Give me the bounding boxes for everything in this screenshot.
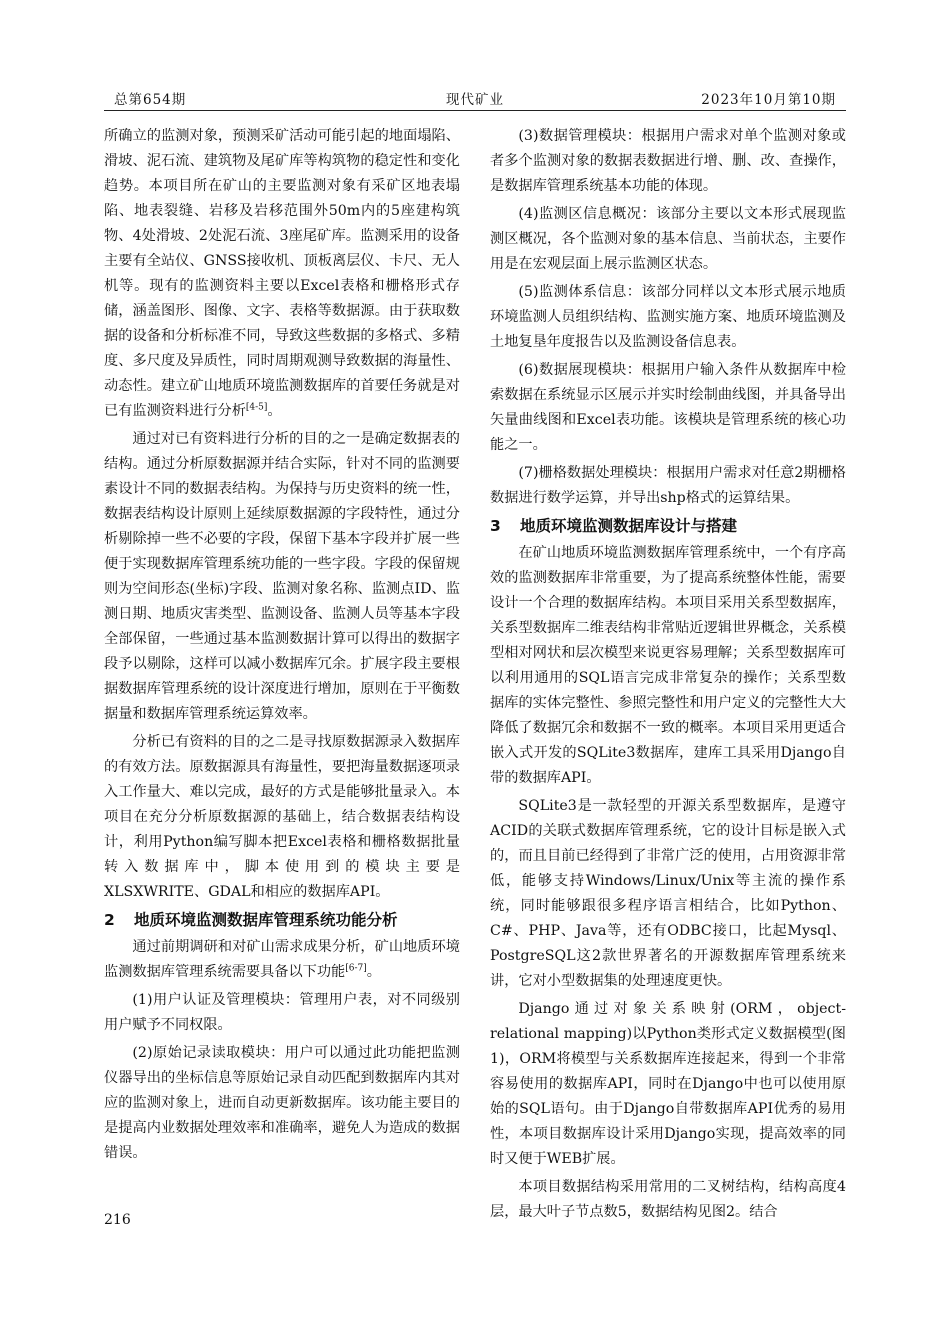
- left-column: [104, 124, 460, 1169]
- header-issue-date: 2023年10月第10期: [701, 92, 836, 108]
- paragraph: 分析已有资料的目的之二是寻找原数据源录入数据库的有效方法。原数据源具有海量性，要把海量数据逐项录入工作量大、难以完成，最好的方式是能够批量录入。本项目在充分分析原数据源的基础上，结合数据表结构设计，利用Python编写脚本把Excel表格和栅格数据批量转入数据库中，脚本使用到的模块主要是XLSXWRITE、GDAL和相应的数据库API。: [104, 734, 460, 900]
- paragraph: SQLite3是一款轻型的开源关系型数据库，是遵守ACID的关联式数据库管理系统，它的设计目标是嵌入式的，而且目前已经得到了非常广泛的使用，占用资源非常低，能够支持Windows/Linux/Unix等主流的操作系统，同时能够跟很多程序语言相结合，比如Python、C#、PHP、Java等，还有ODBC接口，比起Mysql、PostgreSQL这2款世界著名的开源数据库管理系统来讲，它对小型数据集的处理速度更快。: [490, 798, 846, 989]
- section-heading: [104, 908, 460, 932]
- paragraph: (4)监测区信息概况：该部分主要以文本形式展现监测区概况，各个监测对象的基本信息、当前状态，主要作用是在宏观层面上展示监测区状态。: [490, 206, 846, 272]
- section-title: 地质环境监测数据库设计与搭建: [520, 517, 738, 535]
- running-header: [104, 86, 846, 111]
- section-heading: [490, 514, 846, 538]
- paragraph: 通过前期调研和对矿山需求成果分析，矿山地质环境监测数据库管理系统需要具备以下功能[6-7]。: [104, 939, 460, 980]
- paragraph: (2)原始记录读取模块：用户可以通过此功能把监测仪器导出的坐标信息等原始记录自动匹配到数据库内其对应的监测对象上，进而自动更新数据库。该功能主要目的是提高内业数据处理效率和准确率，避免人为造成的数据错误。: [104, 1045, 460, 1161]
- paragraph: 通过对已有资料进行分析的目的之一是确定数据表的结构。通过分析原数据源并结合实际，针对不同的监测要素设计不同的数据表结构。为保持与历史资料的统一性，数据表结构设计原则上延续原数据源的字段特性，通过分析剔除掉一些不必要的字段，保留下基本字段并扩展一些便于实现数据库管理系统功能的一些字段。字段的保留规则为空间形态(坐标)字段、监测对象名称、监测点ID、监测日期、地质灾害类型、监测设备、监测人员等基本字段全部保留，一些通过基本监测数据计算可以得出的数据字段予以剔除，这样可以减小数据库冗余。扩展字段主要根据数据库管理系统的设计深度进行增加，原则在于平衡数据量和数据库管理系统运算效率。: [104, 431, 460, 722]
- citation: [4-5]: [245, 402, 268, 413]
- section-number: 3: [490, 517, 501, 535]
- paragraph: (6)数据展现模块：根据用户输入条件从数据库中检索数据在系统显示区展示并实时绘制曲线图，并具备导出矢量曲线图和Excel表功能。该模块是管理系统的核心功能之一。: [490, 362, 846, 453]
- section-title: 地质环境监测数据库管理系统功能分析: [134, 911, 398, 929]
- right-column: [490, 124, 846, 1228]
- paragraph: 在矿山地质环境监测数据库管理系统中，一个有序高效的监测数据库非常重要，为了提高系统整体性能，需要设计一个合理的数据库结构。本项目采用关系型数据库，关系型数据库二维表结构非常贴近逻辑世界概念，关系模型相对网状和层次模型来说更容易理解；关系型数据库可以利用通用的SQL语言完成非常复杂的操作；关系型数据库的实体完整性、参照完整性和用户定义的完整性大大降低了数据冗余和数据不一致的概率。本项目采用更适合嵌入式开发的SQLite3数据库，建库工具采用Django自带的数据库API。: [490, 545, 846, 786]
- header-journal-title: 现代矿业: [446, 92, 504, 108]
- section-number: 2: [104, 911, 115, 929]
- paragraph: Django通过对象关系映射(ORM，object-relational mapping)以Python类形式定义数据模型(图1)，ORM将模型与关系数据库连接起来，得到一个非常容易使用的数据库API，同时在Django中也可以使用原始的SQL语句。由于Django自带数据库API优秀的易用性，本项目数据库设计采用Django实现，提高效率的同时又便于WEB扩展。: [490, 1001, 846, 1167]
- page-number: 216: [104, 1212, 131, 1228]
- paragraph: 本项目数据结构采用常用的二叉树结构，结构高度4层，最大叶子节点数5，数据结构见图2。结合: [490, 1179, 846, 1220]
- citation: [6-7]: [345, 963, 367, 974]
- paragraph: (7)栅格数据处理模块：根据用户需求对任意2期栅格数据进行数学运算，并导出shp格式的运算结果。: [490, 465, 846, 506]
- paragraph: 所确立的监测对象，预测采矿活动可能引起的地面塌陷、滑坡、泥石流、建筑物及尾矿库等构筑物的稳定性和变化趋势。本项目所在矿山的主要监测对象有采矿区地表塌陷、地表裂缝、岩移及岩移范围外50m内的5座建构筑物、4处滑坡、2处泥石流、3座尾矿库。监测采用的设备主要有全站仪、GNSS接收机、顶板离层仪、卡尺、无人机等。现有的监测资料主要以Excel表格和栅格形式存储，涵盖图形、图像、文字、表格等数据源。由于获取数据的设备和分析标准不同，导致这些数据的多格式、多精度、多尺度及异质性，同时周期观测导致数据的海量性、动态性。建立矿山地质环境监测数据库的首要任务就是对已有监测资料进行分析[4-5]。: [104, 128, 460, 419]
- paragraph: (5)监测体系信息：该部分同样以文本形式展示地质环境监测人员组织结构、监测实施方案、地质环境监测及土地复垦年度报告以及监测设备信息表。: [490, 284, 846, 350]
- paragraph: (3)数据管理模块：根据用户需求对单个监测对象或者多个监测对象的数据表数据进行增、删、改、查操作，是数据库管理系统基本功能的体现。: [490, 128, 846, 194]
- header-issue-total: 总第654期: [114, 92, 187, 108]
- paragraph: (1)用户认证及管理模块：管理用户表，对不同级别用户赋予不同权限。: [104, 992, 460, 1033]
